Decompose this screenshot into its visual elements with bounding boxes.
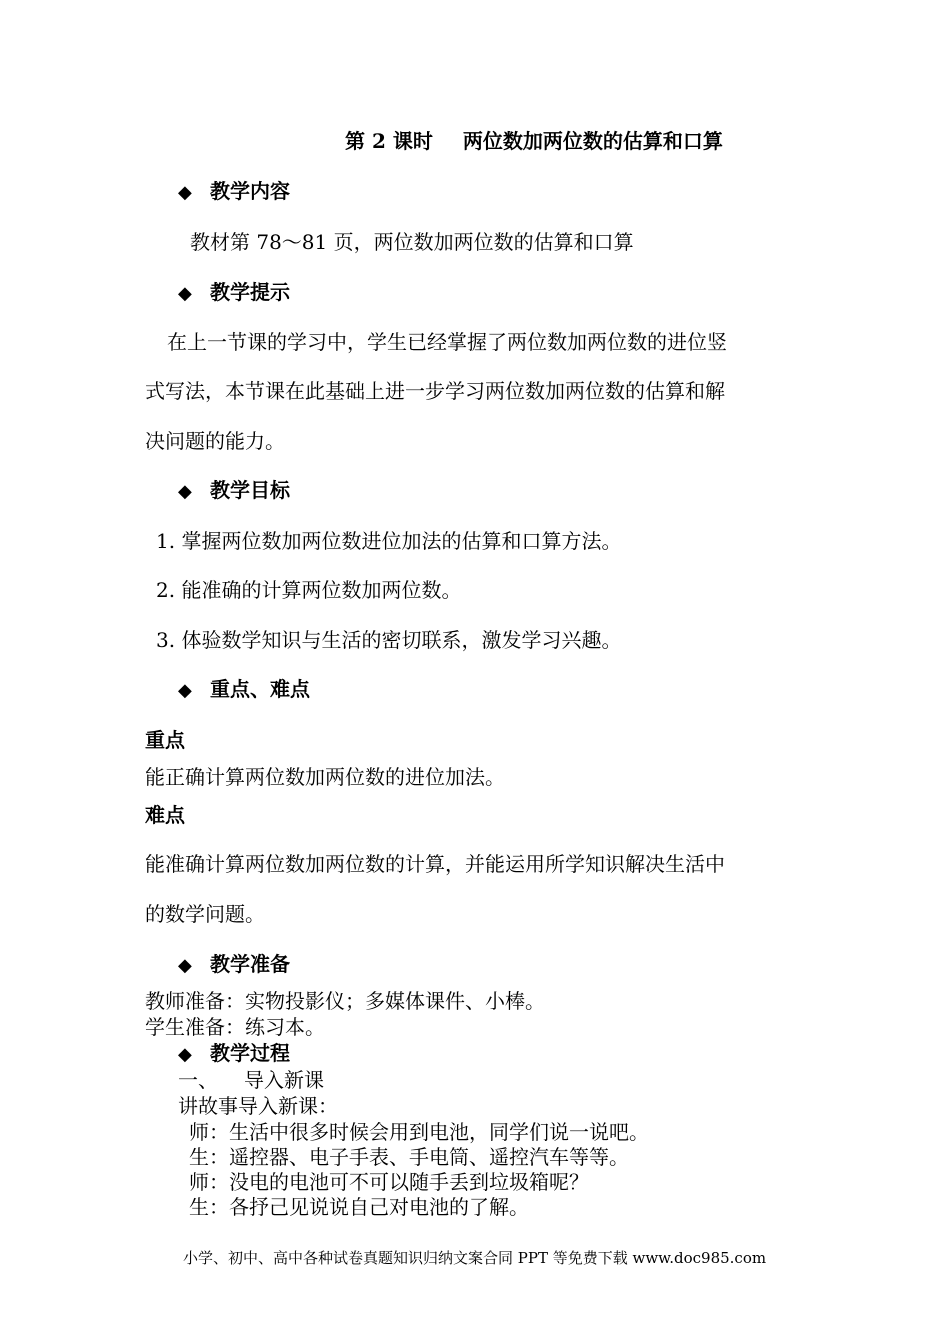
difficult-line: 能准确计算两位数加两位数的计算，并能运用所学知识解决生活中 <box>145 852 725 876</box>
section-heading-prep <box>178 952 290 978</box>
dialogue-line: 师：生活中很多时候会用到电池，同学们说一说吧。 <box>189 1120 649 1144</box>
diamond-bullet-icon: ◆ <box>178 955 192 976</box>
diamond-bullet-icon: ◆ <box>178 1044 192 1065</box>
lesson-number: 第 2 课时 <box>345 129 433 153</box>
diamond-bullet-icon: ◆ <box>178 283 192 304</box>
diamond-bullet-icon: ◆ <box>178 680 192 701</box>
section-heading-keypoints <box>178 677 310 703</box>
key-text: 能正确计算两位数加两位数的进位加法。 <box>145 765 505 789</box>
heading-text: 教学准备 <box>210 952 290 976</box>
key-label: 重点 <box>145 728 185 752</box>
difficult-line: 的数学问题。 <box>145 902 265 926</box>
step-number: 一、 <box>178 1068 218 1092</box>
section-heading-content <box>178 179 290 205</box>
page-title <box>345 129 723 153</box>
diamond-bullet-icon: ◆ <box>178 182 192 203</box>
process-step <box>178 1068 324 1092</box>
lesson-topic: 两位数加两位数的估算和口算 <box>462 129 723 153</box>
section-heading-process <box>178 1041 290 1067</box>
heading-text: 教学提示 <box>210 280 290 304</box>
section-heading-goals <box>178 478 290 504</box>
hints-line: 决问题的能力。 <box>145 429 285 453</box>
hints-line: 式写法，本节课在此基础上进一步学习两位数加两位数的估算和解 <box>145 379 725 403</box>
dialogue-line: 生：各抒己见说说自己对电池的了解。 <box>189 1195 529 1219</box>
heading-text: 重点、难点 <box>210 677 310 701</box>
section-heading-hints <box>178 280 290 306</box>
goal-item: 2. 能准确的计算两位数加两位数。 <box>156 578 462 602</box>
step-title: 导入新课 <box>244 1068 324 1092</box>
diamond-bullet-icon: ◆ <box>178 481 192 502</box>
dialogue-line: 生：遥控器、电子手表、手电筒、遥控汽车等等。 <box>189 1145 629 1169</box>
page-footer: 小学、初中、高中各种试卷真题知识归纳文案合同 PPT 等免费下载 www.doc985.com <box>183 1249 767 1267</box>
prep-student: 学生准备：练习本。 <box>145 1015 325 1039</box>
process-intro: 讲故事导入新课： <box>178 1094 338 1118</box>
heading-text: 教学过程 <box>210 1041 290 1065</box>
hints-line: 在上一节课的学习中，学生已经掌握了两位数加两位数的进位竖 <box>167 330 727 354</box>
heading-text: 教学内容 <box>210 179 290 203</box>
prep-teacher: 教师准备：实物投影仪；多媒体课件、小棒。 <box>145 989 545 1013</box>
heading-text: 教学目标 <box>210 478 290 502</box>
goal-item: 3. 体验数学知识与生活的密切联系，激发学习兴趣。 <box>156 628 622 652</box>
goal-item: 1. 掌握两位数加两位数进位加法的估算和口算方法。 <box>156 529 622 553</box>
dialogue-line: 师：没电的电池可不可以随手丢到垃圾箱呢？ <box>189 1170 589 1194</box>
content-text: 教材第 78～81 页，两位数加两位数的估算和口算 <box>190 230 634 254</box>
difficult-label: 难点 <box>145 803 185 827</box>
